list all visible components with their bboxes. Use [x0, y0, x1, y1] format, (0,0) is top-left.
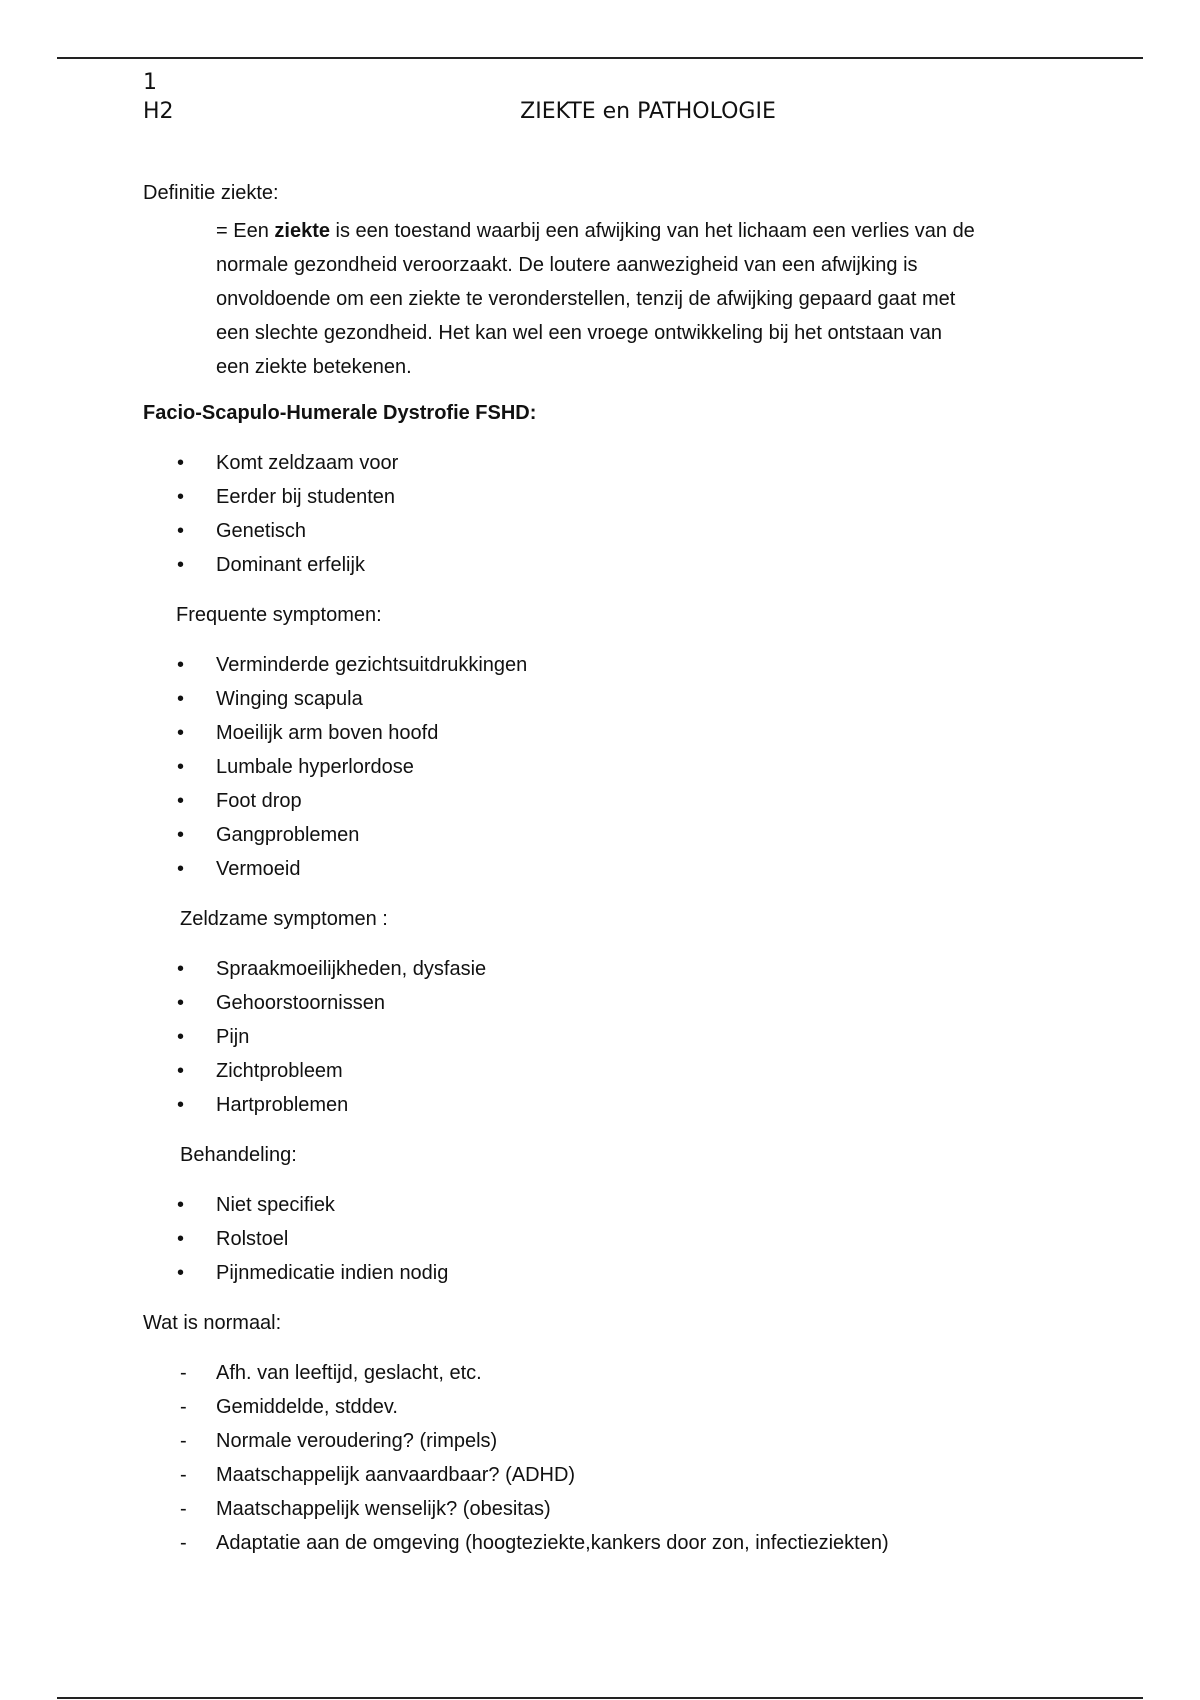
list-item	[143, 1394, 1063, 1428]
page-number: 1	[143, 70, 157, 95]
dash-marker: -	[180, 1532, 187, 1554]
header-rule	[57, 57, 1143, 59]
list-item-text: Dominant erfelijk	[216, 554, 365, 576]
list-item	[143, 1192, 1063, 1226]
bullet-marker: •	[177, 1194, 185, 1216]
dash-marker: -	[180, 1396, 187, 1418]
bullet-marker: •	[177, 824, 185, 846]
list-item	[143, 1260, 1063, 1294]
list-item-text: Rolstoel	[216, 1228, 289, 1250]
list-item	[143, 956, 1063, 990]
definition-text	[143, 214, 1096, 384]
definition-line-3: onvoldoende om een ziekte te veronderstellen, tenzij de afwijking gepaard gaat met	[216, 288, 956, 310]
frequent-symptoms-label: Frequente symptomen:	[176, 604, 382, 626]
chapter-label: H2	[143, 99, 174, 124]
dash-marker: -	[180, 1430, 187, 1452]
definition-line-2: normale gezondheid veroorzaakt. De loutere aanwezigheid van een afwijking is	[216, 254, 918, 276]
list-item-text: Lumbale hyperlordose	[216, 756, 414, 778]
list-item	[143, 856, 1063, 890]
bullet-marker: •	[177, 958, 185, 980]
definition-line-4: een slechte gezondheid. Het kan wel een vroege ontwikkeling bij het ontstaan van	[216, 322, 943, 344]
list-item-text: Normale veroudering? (rimpels)	[216, 1430, 498, 1452]
list-item	[143, 484, 1063, 518]
list-item	[143, 1428, 1063, 1462]
page-title: ZIEKTE en PATHOLOGIE	[520, 99, 776, 124]
fshd-facts-list	[143, 450, 1063, 586]
treatment-label: Behandeling:	[180, 1144, 297, 1166]
list-item-text: Maatschappelijk aanvaardbaar? (ADHD)	[216, 1464, 576, 1486]
bullet-marker: •	[177, 1026, 185, 1048]
list-item	[143, 1462, 1063, 1496]
bullet-marker: •	[177, 452, 185, 474]
list-item-text: Spraakmoeilijkheden, dysfasie	[216, 958, 487, 980]
list-item-text: Moeilijk arm boven hoofd	[216, 722, 439, 744]
bullet-marker: •	[177, 722, 185, 744]
list-item-text: Gehoorstoornissen	[216, 992, 385, 1014]
list-item	[143, 1092, 1063, 1126]
list-item	[143, 1360, 1063, 1394]
list-item	[143, 1496, 1063, 1530]
bullet-marker: •	[177, 1060, 185, 1082]
list-item	[143, 1226, 1063, 1260]
bullet-marker: •	[177, 1262, 185, 1284]
rare-symptoms-label: Zeldzame symptomen :	[180, 908, 388, 930]
list-item	[143, 552, 1063, 586]
list-item-text: Afh. van leeftijd, geslacht, etc.	[216, 1362, 482, 1384]
dash-marker: -	[180, 1498, 187, 1520]
bullet-marker: •	[177, 1228, 185, 1250]
bullet-marker: •	[177, 790, 185, 812]
list-item	[143, 990, 1063, 1024]
list-item-text: Hartproblemen	[216, 1094, 349, 1116]
list-item	[143, 754, 1063, 788]
list-item-text: Pijn	[216, 1026, 250, 1048]
definition-line-1-rest: is een toestand waarbij een afwijking van het lichaam een verlies van de	[329, 220, 975, 242]
definition-line-5: een ziekte betekenen.	[216, 356, 412, 378]
list-item	[143, 720, 1063, 754]
definition-prefix: = Een	[216, 220, 275, 242]
list-item-text: Vermoeid	[216, 858, 301, 880]
document-body	[143, 180, 1063, 1580]
list-item	[143, 652, 1063, 686]
list-item-text: Verminderde gezichtsuitdrukkingen	[216, 654, 528, 676]
definition-label: Definitie ziekte:	[143, 182, 279, 204]
footer-rule	[57, 1697, 1143, 1699]
bullet-marker: •	[177, 554, 185, 576]
list-item	[143, 822, 1063, 856]
list-item-text: Komt zeldzaam voor	[216, 452, 399, 474]
definition-term: ziekte	[274, 220, 330, 242]
list-item	[143, 686, 1063, 720]
bullet-marker: •	[177, 756, 185, 778]
list-item	[143, 788, 1063, 822]
normal-list	[143, 1360, 1063, 1564]
frequent-symptoms-list	[143, 652, 1063, 890]
list-item-text: Pijnmedicatie indien nodig	[216, 1262, 449, 1284]
list-item-text: Maatschappelijk wenselijk? (obesitas)	[216, 1498, 551, 1520]
list-item-text: Gangproblemen	[216, 824, 360, 846]
fshd-heading: Facio-Scapulo-Humerale Dystrofie FSHD:	[143, 402, 537, 424]
list-item-text: Adaptatie aan de omgeving (hoogteziekte,kankers door zon, infectieziekten)	[216, 1532, 889, 1554]
bullet-marker: •	[177, 992, 185, 1014]
bullet-marker: •	[177, 858, 185, 880]
normal-label: Wat is normaal:	[143, 1312, 282, 1334]
bullet-marker: •	[177, 486, 185, 508]
rare-symptoms-list	[143, 956, 1063, 1126]
bullet-marker: •	[177, 688, 185, 710]
bullet-marker: •	[177, 1094, 185, 1116]
list-item	[143, 1058, 1063, 1092]
list-item	[143, 1024, 1063, 1058]
list-item	[143, 1530, 1063, 1564]
definition-line-1	[216, 214, 1096, 248]
list-item	[143, 450, 1063, 484]
list-item-text: Gemiddelde, stddev.	[216, 1396, 398, 1418]
list-item-text: Niet specifiek	[216, 1194, 335, 1216]
list-item-text: Genetisch	[216, 520, 307, 542]
dash-marker: -	[180, 1362, 187, 1384]
treatment-list	[143, 1192, 1063, 1294]
list-item-text: Winging scapula	[216, 688, 363, 710]
list-item-text: Foot drop	[216, 790, 302, 812]
list-item	[143, 518, 1063, 552]
dash-marker: -	[180, 1464, 187, 1486]
bullet-marker: •	[177, 520, 185, 542]
list-item-text: Eerder bij studenten	[216, 486, 396, 508]
list-item-text: Zichtprobleem	[216, 1060, 343, 1082]
bullet-marker: •	[177, 654, 185, 676]
